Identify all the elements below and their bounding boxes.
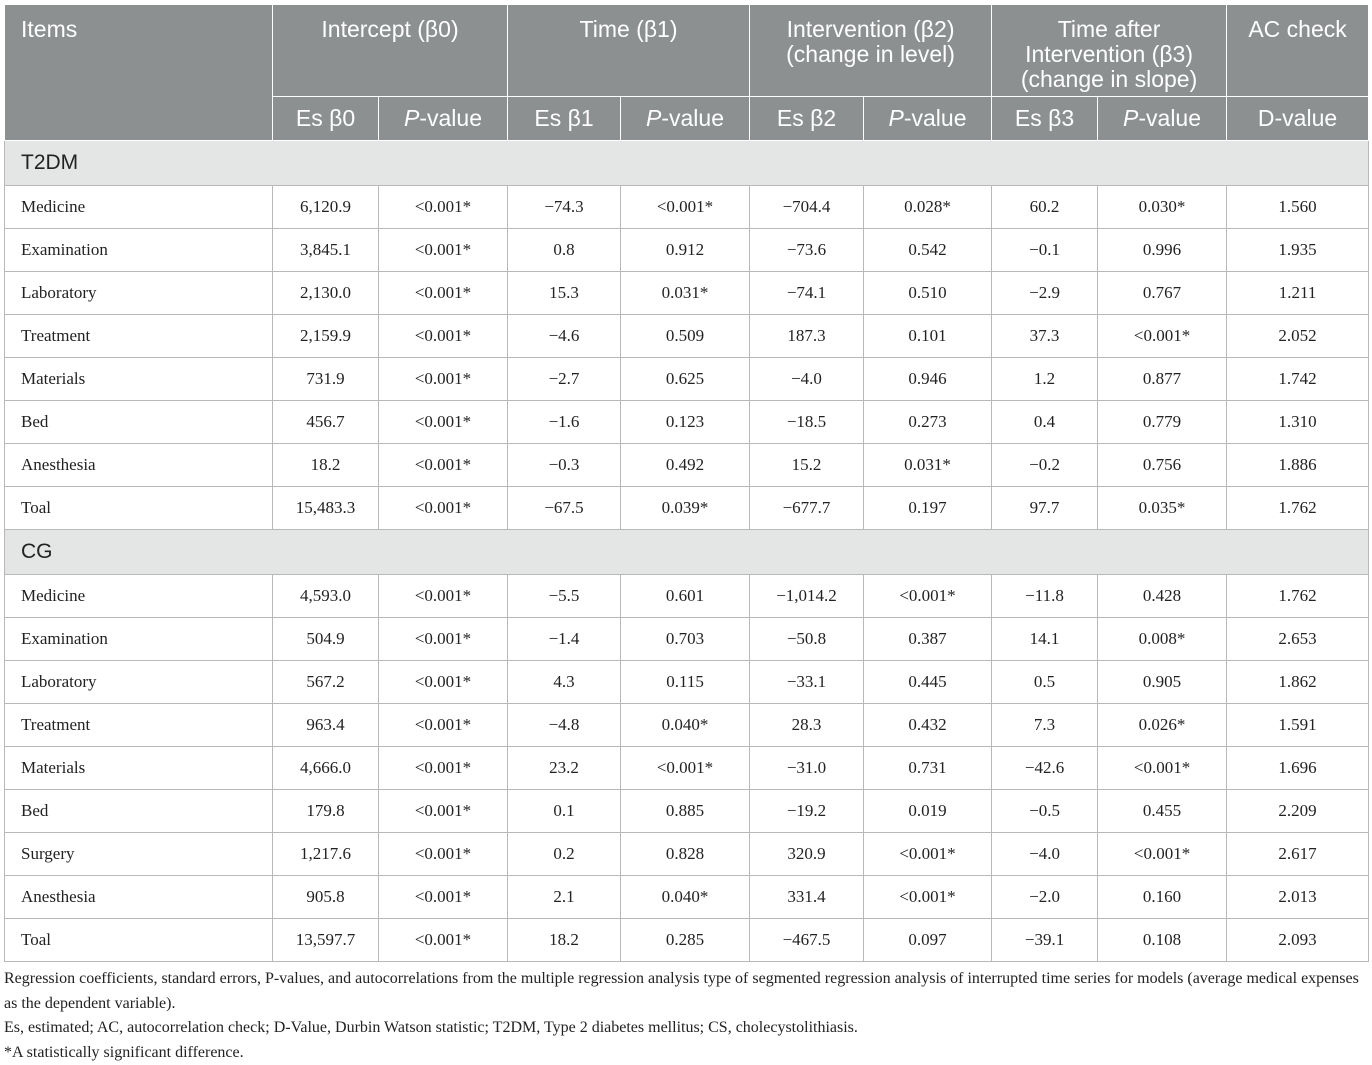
table-cell: <0.001* xyxy=(1098,747,1227,790)
table-row xyxy=(5,358,1369,401)
table-cell: 0.767 xyxy=(1098,272,1227,315)
table-row xyxy=(5,272,1369,315)
table-cell: 2.617 xyxy=(1227,833,1369,876)
table-cell: −704.4 xyxy=(750,186,864,229)
regression-table xyxy=(4,4,1369,962)
table-cell: 567.2 xyxy=(273,661,379,704)
table-cell: <0.001* xyxy=(1098,833,1227,876)
section-title: CG xyxy=(5,530,1369,575)
table-header xyxy=(5,5,1369,141)
table-cell: 0.542 xyxy=(864,229,992,272)
table-cell: −1.4 xyxy=(508,618,621,661)
row-label: Medicine xyxy=(5,186,273,229)
table-cell: 0.008* xyxy=(1098,618,1227,661)
header-tai-line3: (change in slope) xyxy=(1021,66,1197,92)
table-cell: −2.9 xyxy=(992,272,1098,315)
table-cell: 18.2 xyxy=(508,919,621,962)
table-cell: 18.2 xyxy=(273,444,379,487)
subheader-cell: D-value xyxy=(1227,97,1369,141)
table-row xyxy=(5,315,1369,358)
table-cell: −0.1 xyxy=(992,229,1098,272)
subheader-cell: Es β2 xyxy=(750,97,864,141)
table-cell: <0.001* xyxy=(379,704,508,747)
row-label: Anesthesia xyxy=(5,444,273,487)
table-cell: 1.886 xyxy=(1227,444,1369,487)
table-cell: <0.001* xyxy=(379,487,508,530)
subheader-cell: Es β3 xyxy=(992,97,1098,141)
table-cell: 0.097 xyxy=(864,919,992,962)
table-cell: 2.013 xyxy=(1227,876,1369,919)
table-cell: <0.001* xyxy=(379,790,508,833)
table-cell: 0.039* xyxy=(621,487,750,530)
table-cell: 187.3 xyxy=(750,315,864,358)
table-body xyxy=(5,141,1369,962)
row-label: Anesthesia xyxy=(5,876,273,919)
table-cell: 2.1 xyxy=(508,876,621,919)
row-label: Materials xyxy=(5,358,273,401)
table-cell: 0.877 xyxy=(1098,358,1227,401)
table-cell: 0.030* xyxy=(1098,186,1227,229)
table-cell: <0.001* xyxy=(379,661,508,704)
table-cell: 0.510 xyxy=(864,272,992,315)
header-tai-line1: Time after xyxy=(1058,16,1161,42)
table-cell: −67.5 xyxy=(508,487,621,530)
table-cell: <0.001* xyxy=(379,315,508,358)
table-cell: 4.3 xyxy=(508,661,621,704)
table-cell: 7.3 xyxy=(992,704,1098,747)
table-row xyxy=(5,618,1369,661)
subheader-cell: Es β1 xyxy=(508,97,621,141)
row-label: Treatment xyxy=(5,704,273,747)
table-cell: <0.001* xyxy=(379,919,508,962)
table-row xyxy=(5,704,1369,747)
row-label: Medicine xyxy=(5,575,273,618)
table-cell: <0.001* xyxy=(864,876,992,919)
table-cell: −74.3 xyxy=(508,186,621,229)
table-cell: 1.742 xyxy=(1227,358,1369,401)
table-cell: 1.935 xyxy=(1227,229,1369,272)
table-cell: 331.4 xyxy=(750,876,864,919)
table-row xyxy=(5,186,1369,229)
table-cell: 0.273 xyxy=(864,401,992,444)
table-cell: 731.9 xyxy=(273,358,379,401)
table-cell: 1.762 xyxy=(1227,575,1369,618)
table-cell: −4.6 xyxy=(508,315,621,358)
table-cell: 0.445 xyxy=(864,661,992,704)
table-cell: 15,483.3 xyxy=(273,487,379,530)
table-cell: 28.3 xyxy=(750,704,864,747)
table-cell: 2.653 xyxy=(1227,618,1369,661)
table-cell: 0.101 xyxy=(864,315,992,358)
table-cell: −39.1 xyxy=(992,919,1098,962)
table-cell: 1.560 xyxy=(1227,186,1369,229)
footnote: Es, estimated; AC, autocorrelation check; D-Value, Durbin Watson statistic; T2DM, Type 2 diabetes mellitus; CS, cholecystolithiasis. xyxy=(4,1016,1368,1041)
subheader-cell: Es β0 xyxy=(273,97,379,141)
table-cell: <0.001* xyxy=(379,575,508,618)
subheader-cell: P-value xyxy=(379,97,508,141)
table-cell: −0.2 xyxy=(992,444,1098,487)
header-tai-line2: Intervention (β3) xyxy=(1025,41,1193,67)
row-label: Bed xyxy=(5,790,273,833)
subheader-cell: P-value xyxy=(1098,97,1227,141)
table-cell: <0.001* xyxy=(379,747,508,790)
table-cell: 0.5 xyxy=(992,661,1098,704)
table-cell: <0.001* xyxy=(379,618,508,661)
table-cell: −31.0 xyxy=(750,747,864,790)
table-cell: −4.8 xyxy=(508,704,621,747)
table-row xyxy=(5,833,1369,876)
row-label: Bed xyxy=(5,401,273,444)
table-row xyxy=(5,444,1369,487)
table-cell: 0.946 xyxy=(864,358,992,401)
table-cell: 15.2 xyxy=(750,444,864,487)
row-label: Laboratory xyxy=(5,272,273,315)
table-cell: 0.756 xyxy=(1098,444,1227,487)
table-cell: −5.5 xyxy=(508,575,621,618)
table-cell: <0.001* xyxy=(864,833,992,876)
table-cell: <0.001* xyxy=(379,401,508,444)
row-label: Examination xyxy=(5,229,273,272)
section-row xyxy=(5,141,1369,186)
table-cell: <0.001* xyxy=(379,229,508,272)
table-cell: 0.432 xyxy=(864,704,992,747)
table-cell: 0.703 xyxy=(621,618,750,661)
table-cell: −1.6 xyxy=(508,401,621,444)
header-intervention-line1: Intervention (β2) xyxy=(787,16,955,42)
subheader-cell: P-value xyxy=(864,97,992,141)
table-cell: <0.001* xyxy=(379,358,508,401)
section-title: T2DM xyxy=(5,141,1369,186)
table-cell: <0.001* xyxy=(379,876,508,919)
table-cell: 6,120.9 xyxy=(273,186,379,229)
table-cell: 504.9 xyxy=(273,618,379,661)
table-cell: −50.8 xyxy=(750,618,864,661)
table-row xyxy=(5,487,1369,530)
header-items: Items xyxy=(5,5,273,141)
table-cell: −18.5 xyxy=(750,401,864,444)
table-cell: 0.885 xyxy=(621,790,750,833)
table-cell: −4.0 xyxy=(992,833,1098,876)
header-intervention-line2: (change in level) xyxy=(786,41,955,67)
table-cell: 0.160 xyxy=(1098,876,1227,919)
table-cell: 1.696 xyxy=(1227,747,1369,790)
table-cell: 0.428 xyxy=(1098,575,1227,618)
table-cell: −33.1 xyxy=(750,661,864,704)
table-cell: 1.211 xyxy=(1227,272,1369,315)
table-cell: 0.040* xyxy=(621,876,750,919)
table-cell: <0.001* xyxy=(379,186,508,229)
table-cell: <0.001* xyxy=(379,444,508,487)
table-cell: 1,217.6 xyxy=(273,833,379,876)
table-cell: −1,014.2 xyxy=(750,575,864,618)
header-intervention xyxy=(750,5,992,97)
table-cell: 13,597.7 xyxy=(273,919,379,962)
table-cell: 0.8 xyxy=(508,229,621,272)
table-cell: 0.019 xyxy=(864,790,992,833)
table-cell: 0.779 xyxy=(1098,401,1227,444)
table-row xyxy=(5,876,1369,919)
table-cell: 14.1 xyxy=(992,618,1098,661)
table-row xyxy=(5,919,1369,962)
table-cell: <0.001* xyxy=(379,272,508,315)
table-cell: 2,159.9 xyxy=(273,315,379,358)
table-cell: −42.6 xyxy=(992,747,1098,790)
table-cell: −73.6 xyxy=(750,229,864,272)
table-cell: 320.9 xyxy=(750,833,864,876)
table-cell: 97.7 xyxy=(992,487,1098,530)
table-cell: 905.8 xyxy=(273,876,379,919)
table-cell: 3,845.1 xyxy=(273,229,379,272)
table-cell: 0.492 xyxy=(621,444,750,487)
table-cell: 0.4 xyxy=(992,401,1098,444)
table-row xyxy=(5,229,1369,272)
table-cell: 0.108 xyxy=(1098,919,1227,962)
table-row xyxy=(5,401,1369,444)
table-cell: 2,130.0 xyxy=(273,272,379,315)
table-cell: 0.040* xyxy=(621,704,750,747)
table-cell: 963.4 xyxy=(273,704,379,747)
table-cell: 0.285 xyxy=(621,919,750,962)
header-time: Time (β1) xyxy=(508,5,750,97)
table-cell: <0.001* xyxy=(621,186,750,229)
header-intercept: Intercept (β0) xyxy=(273,5,508,97)
subheader-cell: P-value xyxy=(621,97,750,141)
row-label: Laboratory xyxy=(5,661,273,704)
header-ac-check: AC check xyxy=(1227,5,1369,97)
row-label: Toal xyxy=(5,919,273,962)
row-label: Materials xyxy=(5,747,273,790)
table-cell: 0.123 xyxy=(621,401,750,444)
table-cell: 0.996 xyxy=(1098,229,1227,272)
table-cell: 2.093 xyxy=(1227,919,1369,962)
table-cell: 0.028* xyxy=(864,186,992,229)
table-cell: 0.601 xyxy=(621,575,750,618)
header-time-after-intervention xyxy=(992,5,1227,97)
table-cell: 456.7 xyxy=(273,401,379,444)
table-cell: 1.762 xyxy=(1227,487,1369,530)
table-cell: −4.0 xyxy=(750,358,864,401)
table-cell: <0.001* xyxy=(621,747,750,790)
table-cell: 1.862 xyxy=(1227,661,1369,704)
table-cell: 0.115 xyxy=(621,661,750,704)
table-cell: 23.2 xyxy=(508,747,621,790)
row-label: Toal xyxy=(5,487,273,530)
table-cell: 0.912 xyxy=(621,229,750,272)
table-cell: 0.731 xyxy=(864,747,992,790)
row-label: Treatment xyxy=(5,315,273,358)
table-row xyxy=(5,661,1369,704)
table-cell: 0.625 xyxy=(621,358,750,401)
table-row xyxy=(5,790,1369,833)
table-cell: 0.026* xyxy=(1098,704,1227,747)
table-cell: 0.905 xyxy=(1098,661,1227,704)
table-cell: 0.828 xyxy=(621,833,750,876)
table-cell: 0.197 xyxy=(864,487,992,530)
table-cell: 2.052 xyxy=(1227,315,1369,358)
table-cell: 0.031* xyxy=(621,272,750,315)
table-cell: 4,593.0 xyxy=(273,575,379,618)
table-cell: 2.209 xyxy=(1227,790,1369,833)
table-cell: −467.5 xyxy=(750,919,864,962)
table-cell: 0.035* xyxy=(1098,487,1227,530)
table-cell: 60.2 xyxy=(992,186,1098,229)
row-label: Surgery xyxy=(5,833,273,876)
table-cell: −0.5 xyxy=(992,790,1098,833)
table-cell: 0.1 xyxy=(508,790,621,833)
table-cell: 15.3 xyxy=(508,272,621,315)
table-cell: 0.509 xyxy=(621,315,750,358)
footnote: Regression coefficients, standard errors, P-values, and autocorrelations from the multiple regression analysis type of segmented regression analysis of interrupted time series for models (average medical expenses as the dependent variable). xyxy=(4,967,1368,1016)
table-cell: 0.031* xyxy=(864,444,992,487)
table-cell: <0.001* xyxy=(864,575,992,618)
table-cell: <0.001* xyxy=(1098,315,1227,358)
table-cell: <0.001* xyxy=(379,833,508,876)
table-row xyxy=(5,747,1369,790)
table-cell: 4,666.0 xyxy=(273,747,379,790)
footnote: *A statistically significant difference. xyxy=(4,1041,1368,1065)
table-cell: −677.7 xyxy=(750,487,864,530)
table-cell: −74.1 xyxy=(750,272,864,315)
row-label: Examination xyxy=(5,618,273,661)
table-cell: −19.2 xyxy=(750,790,864,833)
table-cell: 1.591 xyxy=(1227,704,1369,747)
footnotes xyxy=(4,967,1368,1065)
table-cell: 1.2 xyxy=(992,358,1098,401)
table-cell: −2.0 xyxy=(992,876,1098,919)
table-cell: 1.310 xyxy=(1227,401,1369,444)
table-cell: −11.8 xyxy=(992,575,1098,618)
table-cell: 0.387 xyxy=(864,618,992,661)
table-cell: −0.3 xyxy=(508,444,621,487)
table-cell: 0.455 xyxy=(1098,790,1227,833)
table-cell: 179.8 xyxy=(273,790,379,833)
table-cell: −2.7 xyxy=(508,358,621,401)
table-cell: 0.2 xyxy=(508,833,621,876)
section-row xyxy=(5,530,1369,575)
table-cell: 37.3 xyxy=(992,315,1098,358)
table-row xyxy=(5,575,1369,618)
